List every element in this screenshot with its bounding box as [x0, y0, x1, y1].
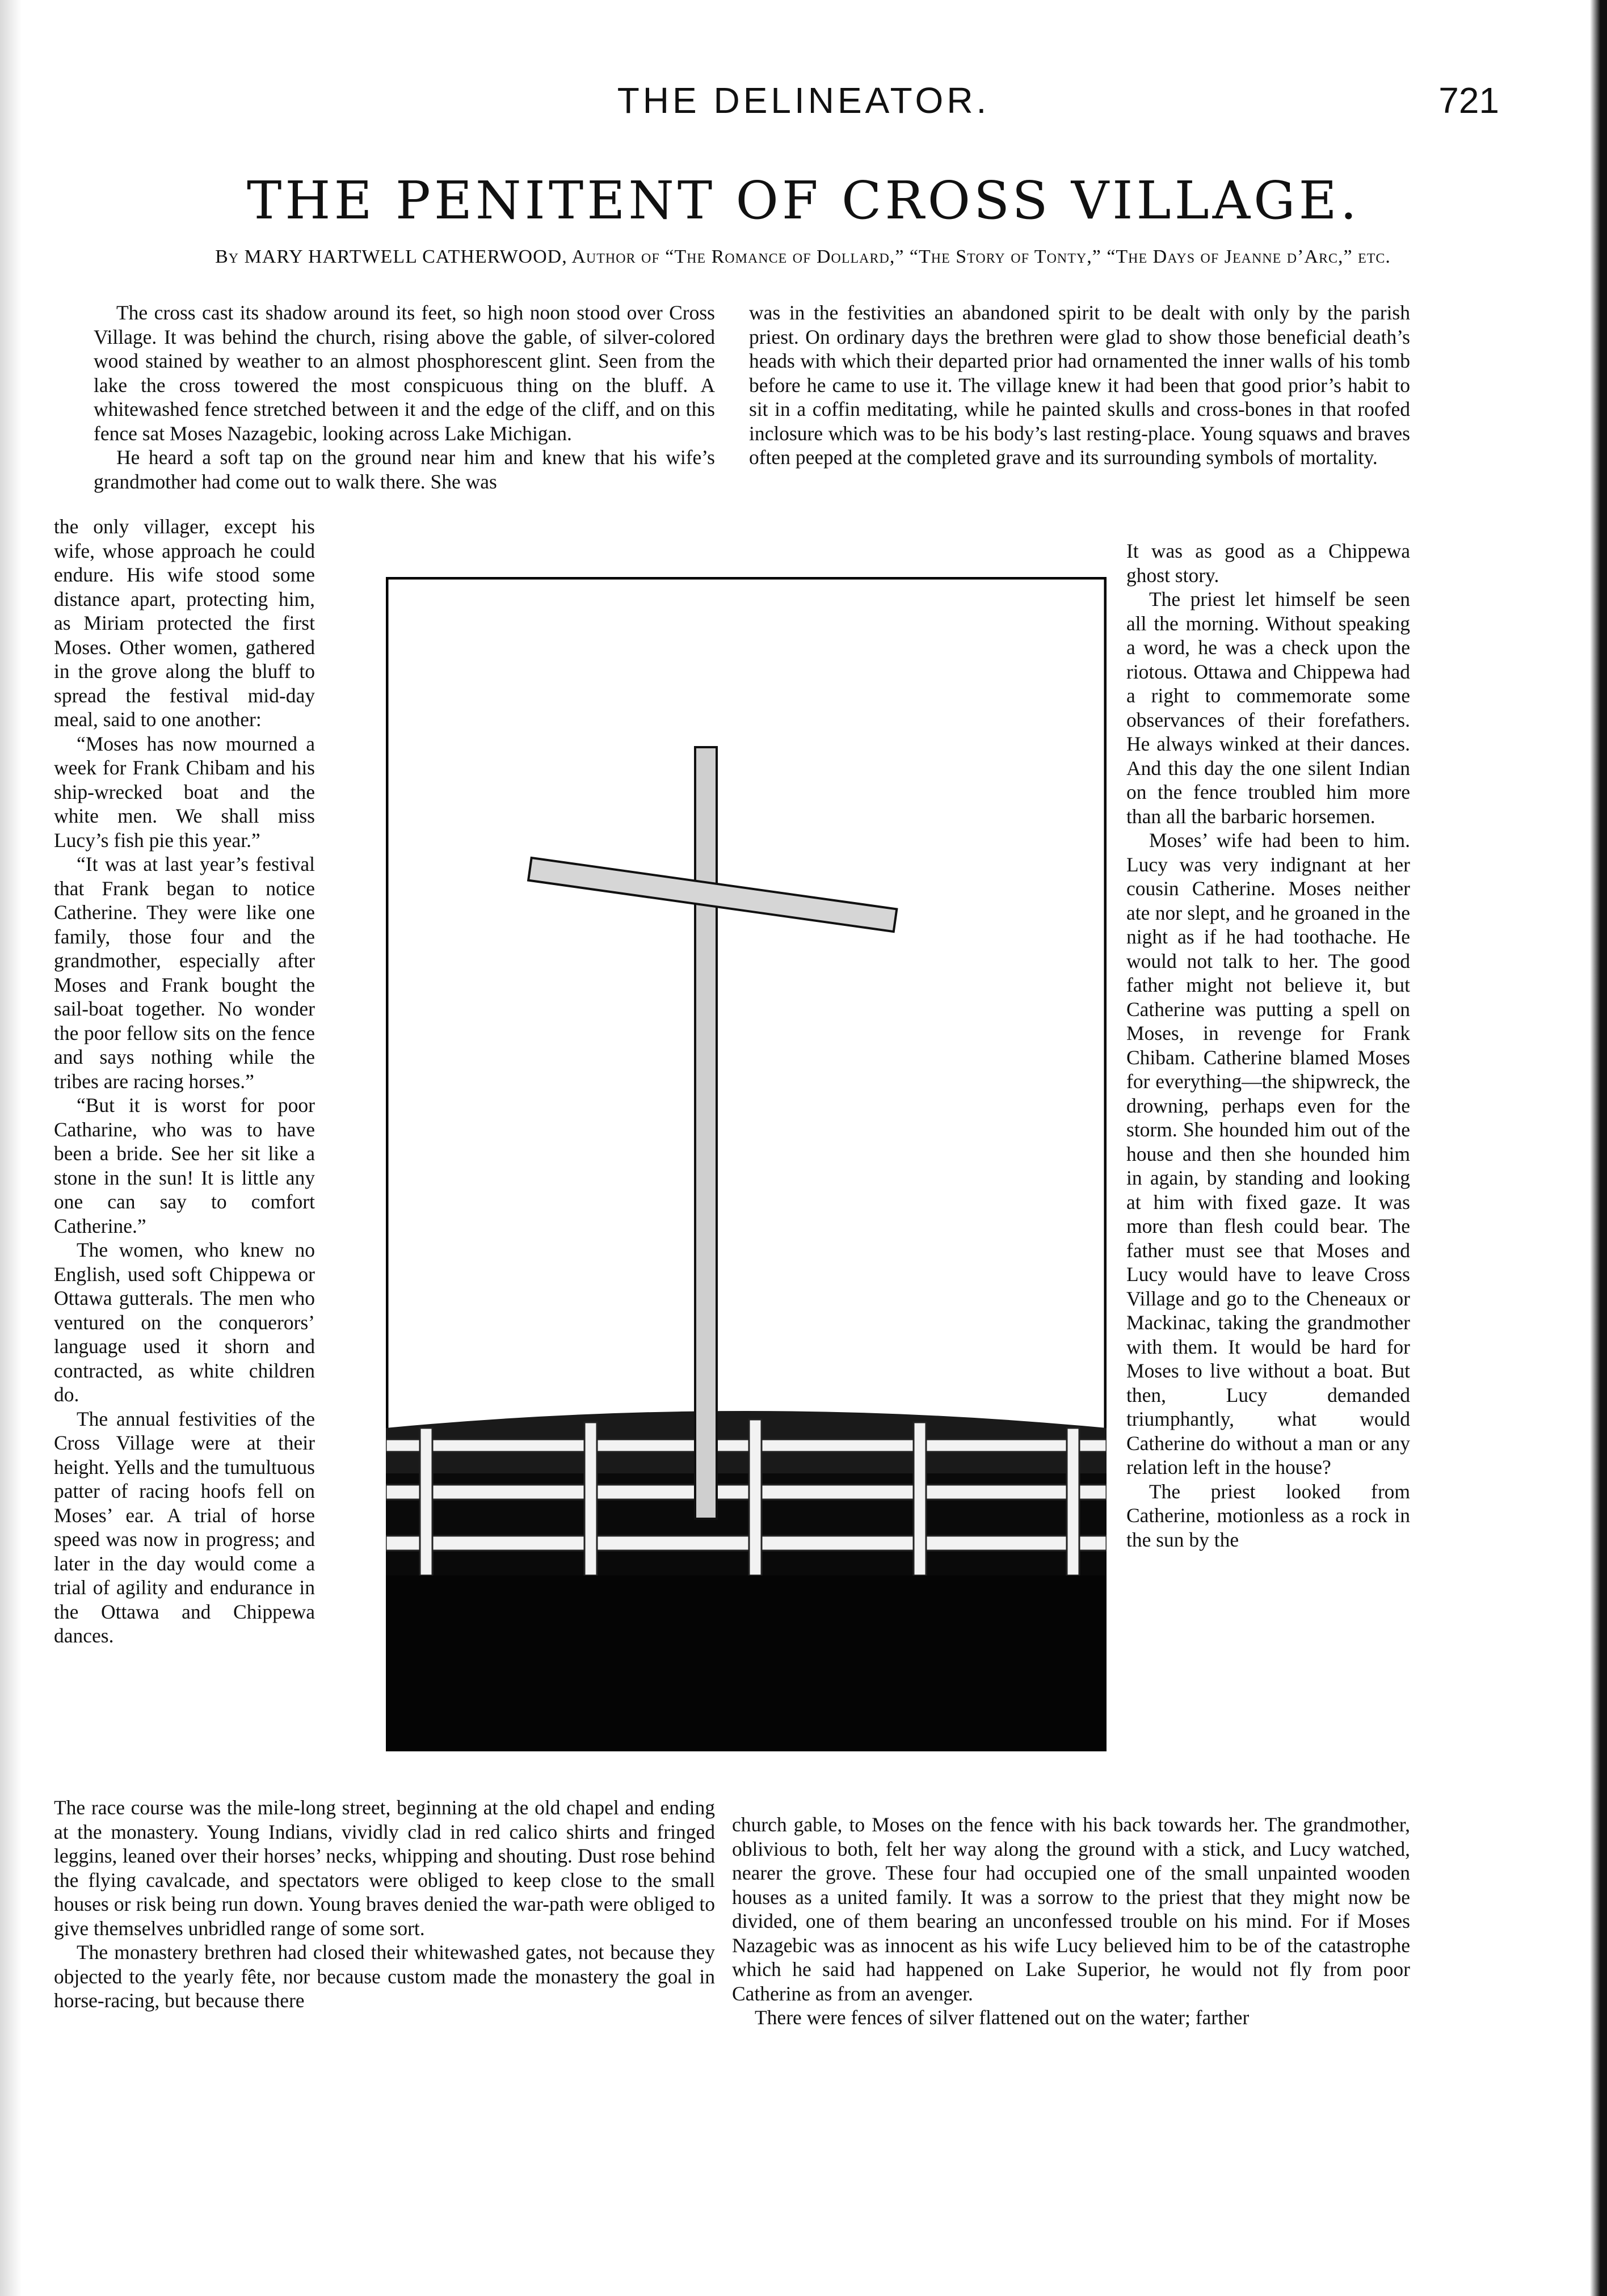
paragraph: church gable, to Moses on the fence with his back towards her. The grandmother, oblivious to both, felt her way along the ground with a stick, and Lucy watched, nearer the grove. These four had occupied one of the small unpainted wooden houses as a united family. It was a sorrow to the priest that they might now be divided, one of them bearing an unconfessed trouble on his mind. For if Moses Nazagebic was as innocent as his wife Lucy believed him to be of the catastrophe which he said had happened on Lake Superior, he would not fly from poor Catherine as from an avenger. [732, 1813, 1410, 2005]
paragraph: The annual festivities of the Cross Village were at their height. Yells and the tumultuous patter of racing hoofs fell on Moses’ ear. A trial of horse speed was now in progress; and later in the day would come a trial of agility and endurance in the Ottawa and Chippewa dances. [54, 1407, 315, 1647]
paragraph: The priest looked from Catherine, motionless as a rock in the sun by the [1126, 1480, 1410, 1551]
column-left-narrow [54, 515, 315, 1648]
column-left-bottom [54, 1796, 715, 2013]
column-right-top [749, 301, 1410, 470]
paragraph: “It was at last year’s festival that Frank began to notice Catherine. They were like one family, those four and the grandmother, especially after Moses and Frank bought the sail-boat together. No wonder the poor fellow sits on the fence and says nothing while the tribes are racing horses.” [54, 853, 315, 1093]
paragraph: The race course was the mile-long street, beginning at the old chapel and ending at the monastery. Young Indians, vividly clad in red calico shirts and fringed leggins, leaned over their horses’ necks, whipping and shouting. Dust rose behind the flying cavalcade, and spectators were obliged to keep close to the small houses or risk being run down. Young braves denied the war-path were obliged to give themselves unbridled range of some sort. [54, 1796, 715, 1940]
cross-on-bluff-picture [386, 577, 1107, 1751]
byline: By MARY HARTWELL CATHERWOOD, Author of “The Romance of Dollard,” “The Story of Tonty,” “The Days of Jeanne d’Arc,” etc. [215, 246, 1391, 267]
cross-illustration [386, 577, 1107, 1751]
magazine-title: THE DELINEATOR. [617, 80, 990, 121]
page-edge-right [1567, 0, 1607, 2296]
column-right-bottom [732, 1813, 1410, 2030]
paragraph: He heard a soft tap on the ground near him and knew that his wife’s grandmother had come out to walk there. She was [94, 446, 715, 493]
paragraph: The cross cast its shadow around its feet, so high noon stood over Cross Village. It was behind the church, rising above the gable, of silver-colored wood stained by weather to an almost phosphorescent glint. Seen from the lake the cross towered the most conspicuous thing on the bluff. A whitewashed fence stretched between it and the edge of the cliff, and on this fence sat Moses Nazagebic, looking across Lake Michigan. [94, 301, 715, 445]
paragraph: The women, who knew no English, used soft Chippewa or Ottawa gutterals. The men who ventured on the conquerors’ language used it shorn and contracted, as white children do. [54, 1238, 315, 1406]
paragraph: Moses’ wife had been to him. Lucy was very indignant at her cousin Catherine. Moses neither ate nor slept, and he groaned in the night as if he had toothache. He would not talk to her. The good father might not believe it, but Catherine was putting a spell on Moses, in revenge for Frank Chibam. Catherine blamed Moses for everything—the shipwreck, the drowning, perhaps even for the storm. She hounded him out of the house and then she hounded him in again, by standing and looking at him with fixed gaze. It was more than flesh could bear. The father must see that Moses and Lucy would have to leave Cross Village and go to the Cheneaux or Mackinac, taking the grandmother with them. It would be hard for Moses to live without a boat. But then, Lucy demanded triumphantly, what would Catherine do without a man or any relation left in the house? [1126, 829, 1410, 1478]
running-head [0, 79, 1607, 130]
paragraph: the only villager, except his wife, whose approach he could endure. His wife stood some distance apart, protecting him, as Miriam protected the first Moses. Other women, gathered in the grove along the bluff to spread the festival mid-day meal, said to one another: [54, 515, 315, 731]
column-right-narrow [1126, 539, 1410, 1552]
paragraph: “But it is worst for poor Catharine, who was to have been a bride. See her sit like a stone in the sun! It is little any one can say to comfort Catherine.” [54, 1094, 315, 1237]
article-title: THE PENITENT OF CROSS VILLAGE. [246, 170, 1361, 231]
column-left-top [94, 301, 715, 494]
paragraph: “Moses has now mourned a week for Frank Chibam and his ship-wrecked boat and the white men. We shall miss Lucy’s fish pie this year.” [54, 732, 315, 852]
page-edge-left [0, 0, 22, 2296]
page-number: 721 [1438, 80, 1499, 121]
paragraph: The priest let himself be seen all the morning. Without speaking a word, he was a check upon the riotous. Ottawa and Chippewa had a right to commemorate some observances of their forefathers. He always winked at their dances. And this day the one silent Indian on the fence troubled him more than all the barbaric horsemen. [1126, 588, 1410, 828]
paragraph: There were fences of silver flattened out on the water; farther [755, 2006, 1250, 2029]
paragraph: was in the festivities an abandoned spirit to be dealt with only by the parish priest. On ordinary days the brethren were glad to show those beneficial death’s heads with which their departed prior had ornamented the inner walls of his tomb before he came to use it. The village knew it had been that good prior’s habit to sit in a coffin meditating, while he painted skulls and cross-bones in that roofed inclosure which was to be his body’s last resting-place. Young squaws and braves often peeped at the completed grave and its surrounding symbols of mortality. [749, 301, 1410, 469]
paragraph: The monastery brethren had closed their whitewashed gates, not because they objected to the yearly fête, nor because custom made the monastery the goal in horse-racing, but because there [54, 1941, 715, 2012]
paragraph: It was as good as a Chippewa ghost story. [1126, 540, 1410, 587]
